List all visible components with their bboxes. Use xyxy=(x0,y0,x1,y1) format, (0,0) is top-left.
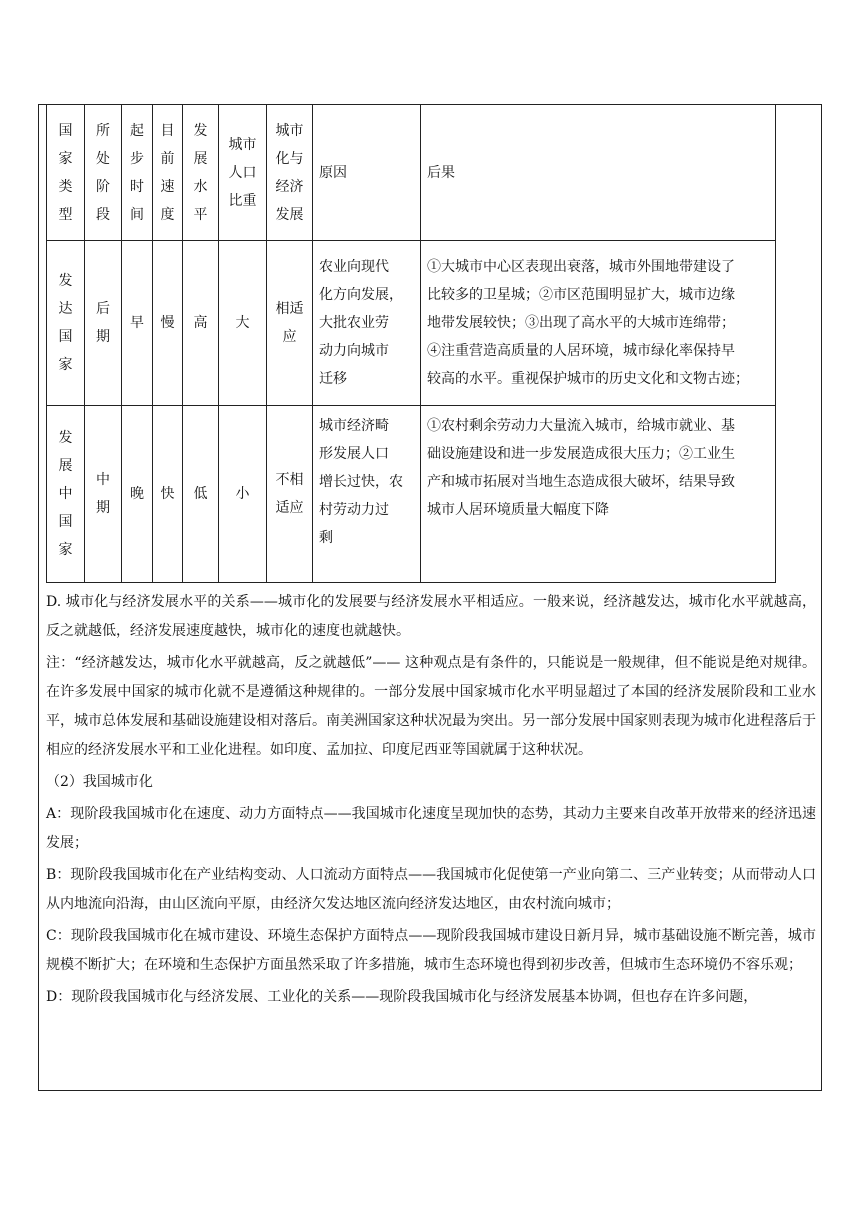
cell-pop-ratio: 大 xyxy=(219,241,267,406)
paragraph-d2: D：现阶段我国城市化与经济发展、工业化的关系——现阶段我国城市化与经济发展基本协调，但也存在许多问题， xyxy=(46,989,758,1005)
cell-line: 展 xyxy=(193,150,208,167)
cell-start-time: 晚 xyxy=(122,406,153,583)
cell-line: 目 xyxy=(160,122,175,139)
cell-line: 期 xyxy=(96,329,110,345)
cell-country-type xyxy=(47,406,85,583)
cell-stage xyxy=(85,241,122,406)
cell-line: 相适 xyxy=(275,301,304,317)
cell-line: 型 xyxy=(58,206,73,223)
cell-reason xyxy=(313,241,421,406)
cell-line: 城市人居环境质量大幅度下降 xyxy=(427,502,609,518)
cell-line: 前 xyxy=(160,150,175,167)
cell-line: 城市 xyxy=(228,136,257,153)
cell-line: 增长过快，农 xyxy=(319,474,403,490)
cell-line: 国 xyxy=(58,329,73,345)
cell-line: 地带发展较快；③出现了高水平的大城市连绵带； xyxy=(427,315,735,331)
header-consequence: 后果 xyxy=(421,105,776,241)
cell-line: 家 xyxy=(58,150,73,167)
cell-country-type xyxy=(47,241,85,406)
cell-line: 度 xyxy=(160,206,175,223)
urbanization-comparison-table xyxy=(46,104,776,583)
cell-line: 发 xyxy=(193,122,208,139)
cell-line: 比重 xyxy=(228,192,257,209)
header-country-type xyxy=(47,105,85,241)
cell-line: 产和城市拓展对当地生态造成很大破坏，结果导致 xyxy=(427,474,735,490)
cell-line: 大批农业劳 xyxy=(319,315,389,331)
cell-line: 不相 xyxy=(275,472,304,488)
cell-line: 平 xyxy=(193,206,208,223)
cell-line: 应 xyxy=(282,329,297,345)
body-text xyxy=(46,588,816,1015)
cell-line: 中 xyxy=(58,486,73,502)
cell-consequence xyxy=(421,406,776,583)
cell-line: 础设施建设和进一步发展造成很大压力；②工业生 xyxy=(427,446,735,462)
cell-line: 形发展人口 xyxy=(319,446,389,462)
paragraph-c: C：现阶段我国城市化在城市建设、环境生态保护方面特点——现阶段我国城市建设日新月异，城市基础设施不断完善，城市规模不断扩大；在环境和生态保护方面虽然采取了许多措施，城市生态环境也得到初步改善，但城市生态环境仍不容乐观； xyxy=(46,928,816,973)
cell-line: 适应 xyxy=(275,500,304,516)
cell-line: 达 xyxy=(58,301,73,317)
header-urban-population-ratio xyxy=(219,105,267,241)
cell-line: 家 xyxy=(58,542,73,558)
cell-line: 比较多的卫星城；②市区范围明显扩大，城市边缘 xyxy=(427,287,735,303)
header-start-time xyxy=(122,105,153,241)
cell-line: 较高的水平。重视保护城市的历史文化和文物古迹； xyxy=(427,371,749,387)
cell-line: 迁移 xyxy=(319,371,347,387)
cell-line: 水 xyxy=(193,178,208,195)
table-header-row xyxy=(47,105,776,241)
cell-line: 人口 xyxy=(228,164,257,181)
cell-line: 中 xyxy=(96,472,110,488)
cell-line: 发 xyxy=(58,273,73,289)
cell-line: 农业向现代 xyxy=(319,259,389,275)
cell-speed: 快 xyxy=(153,406,183,583)
cell-line: 期 xyxy=(96,500,110,516)
cell-line: 时 xyxy=(130,178,144,195)
cell-speed: 慢 xyxy=(153,241,183,406)
cell-line: 阶 xyxy=(96,178,110,195)
cell-relation xyxy=(267,241,313,406)
header-current-speed xyxy=(153,105,183,241)
cell-relation xyxy=(267,406,313,583)
cell-line: 化与 xyxy=(275,150,304,167)
cell-line: ①大城市中心区表现出衰落，城市外围地带建设了 xyxy=(427,259,735,275)
cell-line: 国 xyxy=(58,122,73,139)
header-development-level xyxy=(183,105,219,241)
cell-start-time: 早 xyxy=(122,241,153,406)
cell-level: 高 xyxy=(183,241,219,406)
cell-line: 起 xyxy=(130,122,144,139)
cell-line: 化方向发展， xyxy=(319,287,403,303)
cell-line: 发 xyxy=(58,430,73,446)
cell-line: 步 xyxy=(130,150,144,167)
paragraph-b: B：现阶段我国城市化在产业结构变动、人口流动方面特点——我国城市化促使第一产业向第二、三产业转变；从而带动人口从内地流向沿海，由山区流向平原，由经济欠发达地区流向经济发达地区，由农村流向城市； xyxy=(46,867,816,912)
paragraph-d: D. 城市化与经济发展水平的关系——城市化的发展要与经济发展水平相适应。一般来说，经济越发达，城市化水平就越高，反之就越低，经济发展速度越快，城市化的速度也就越快。 xyxy=(46,594,816,639)
cell-line: 城市经济畸 xyxy=(319,418,389,434)
cell-line: 城市 xyxy=(275,122,304,139)
paragraph-note: 注：“经济越发达，城市化水平就越高，反之就越低”—— 这种观点是有条件的，只能说是一般规律，但不能说是绝对规律。在许多发展中国家的城市化就不是遵循这种规律的。一部分发展中国家城市化水平明显超过了本国的经济发展阶段和工业水平，城市总体发展和基础设施建设相对落后。南美洲国家这种状况最为突出。另一部分发展中国家则表现为城市化进程落后于相应的经济发展水平和工业化进程。如印度、孟加拉、印度尼西亚等国就属于这种状况。 xyxy=(46,655,816,758)
cell-line: 后 xyxy=(96,301,110,317)
cell-line: 发展 xyxy=(275,206,304,223)
table-row-developed xyxy=(47,241,776,406)
cell-line: 动力向城市 xyxy=(319,343,389,359)
cell-line: 展 xyxy=(58,458,73,474)
section-heading-china-urbanization: （2）我国城市化 xyxy=(46,774,153,790)
cell-line: 经济 xyxy=(275,178,304,195)
cell-line: 段 xyxy=(96,206,110,223)
cell-line: 剩 xyxy=(319,530,333,546)
cell-line: 速 xyxy=(160,178,175,195)
cell-line: 国 xyxy=(58,514,73,530)
cell-line: ④注重营造高质量的人居环境，城市绿化率保持早 xyxy=(427,343,735,359)
paragraph-a: A：现阶段我国城市化在速度、动力方面特点——我国城市化速度呈现加快的态势，其动力主要来自改革开放带来的经济迅速发展； xyxy=(46,806,816,851)
cell-stage xyxy=(85,406,122,583)
cell-line: 间 xyxy=(130,206,144,223)
cell-line: 村劳动力过 xyxy=(319,502,389,518)
cell-line: 家 xyxy=(58,357,73,373)
cell-pop-ratio: 小 xyxy=(219,406,267,583)
cell-level: 低 xyxy=(183,406,219,583)
cell-reason xyxy=(313,406,421,583)
cell-line: 处 xyxy=(96,150,110,167)
cell-line: 所 xyxy=(96,122,110,139)
header-urbanization-economy xyxy=(267,105,313,241)
header-reason: 原因 xyxy=(313,105,421,241)
table-row-developing xyxy=(47,406,776,583)
cell-line: 类 xyxy=(58,178,73,195)
cell-line: ①农村剩余劳动力大量流入城市，给城市就业、基 xyxy=(427,418,735,434)
cell-consequence xyxy=(421,241,776,406)
header-stage xyxy=(85,105,122,241)
